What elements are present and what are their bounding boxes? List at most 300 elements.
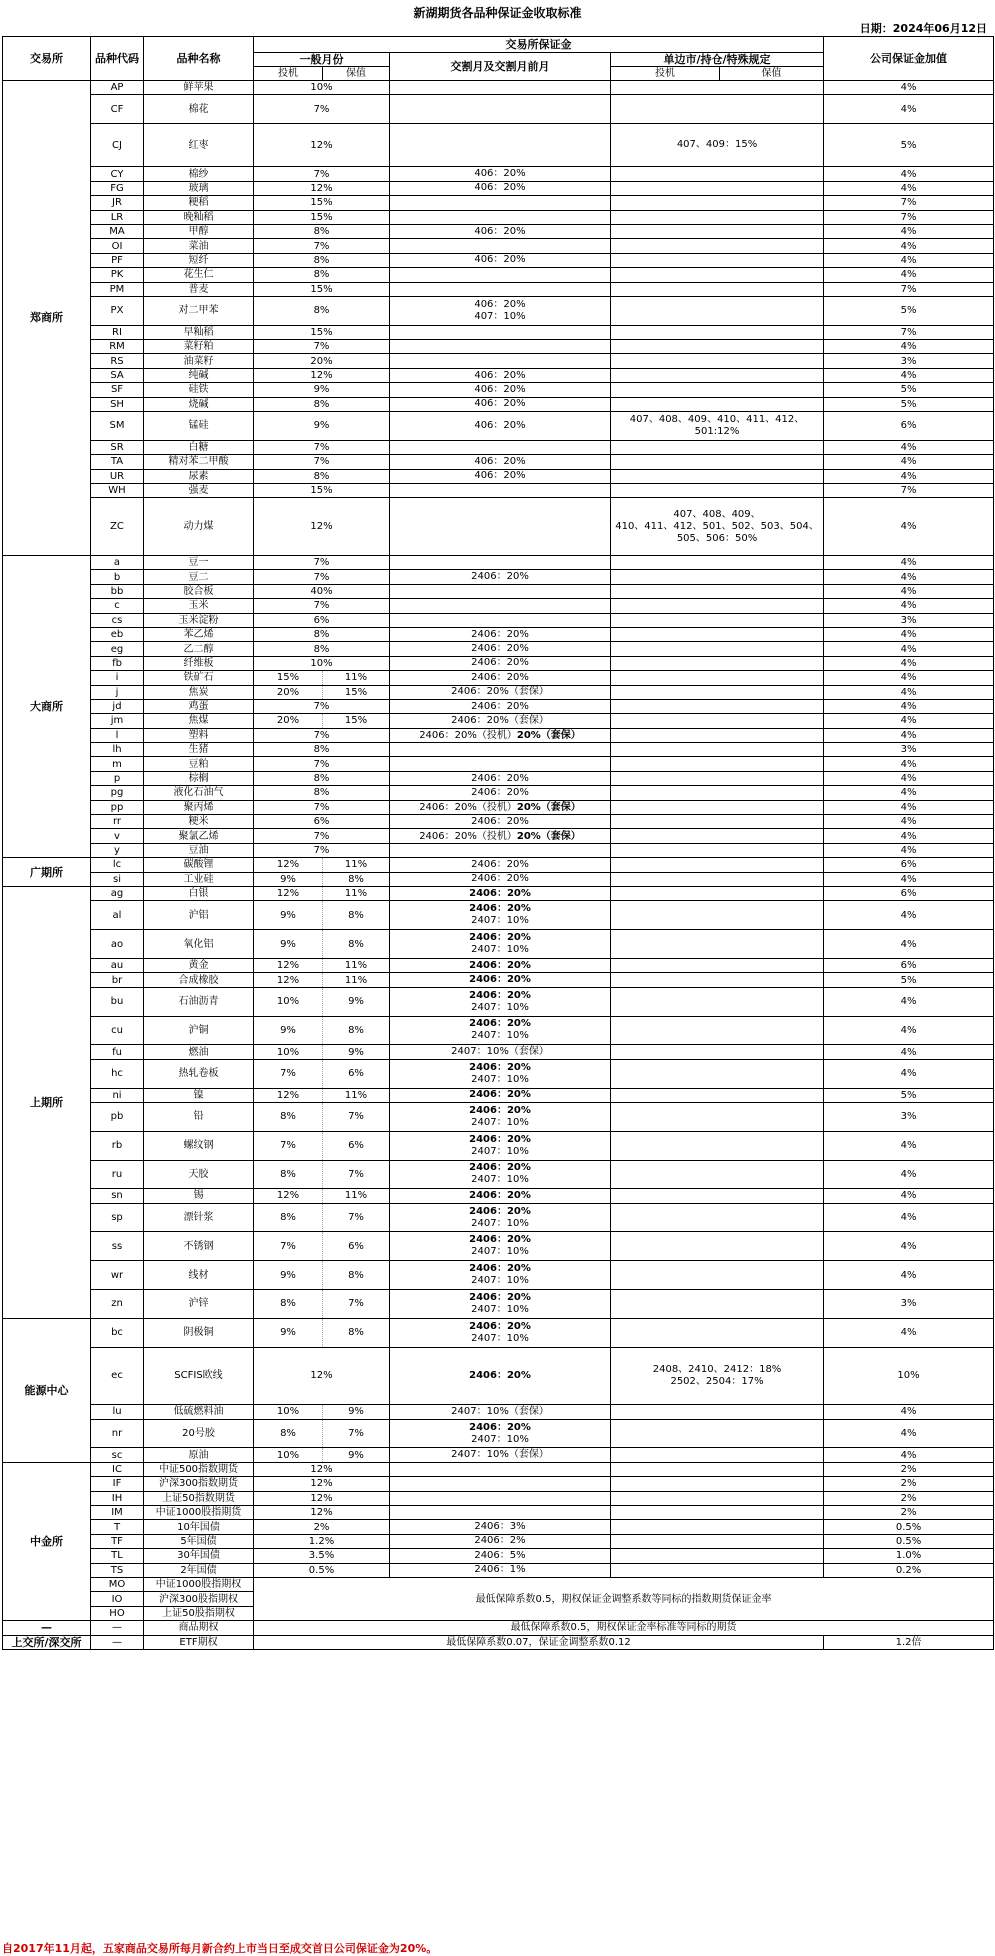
product-code: bu [91,987,144,1016]
product-name: 鸡蛋 [144,699,254,713]
general-margin: 6% [254,815,390,829]
general-spec: 7% [254,1131,323,1160]
product-code: ru [91,1160,144,1189]
delivery-margin [390,1102,611,1131]
general-hedge: 9% [323,987,390,1016]
product-name: 不锈钢 [144,1232,254,1261]
product-code: MO [91,1577,144,1591]
delivery-margin-line: 2406：20% [469,959,531,971]
delivery-margin [390,1419,611,1448]
unilateral-rule [611,570,824,584]
unilateral-rule [611,354,824,368]
unilateral-rule [611,656,824,670]
general-spec: 12% [254,858,323,872]
product-code: jd [91,699,144,713]
delivery-margin-line: 2407：10% [471,1073,529,1085]
delivery-margin [390,743,611,757]
unilateral-rule-line: 505、506：50% [676,532,758,544]
company-add: 4% [824,1261,994,1290]
company-add: 4% [824,1448,994,1462]
unilateral-rule [611,1232,824,1261]
exchange-name: 上交所/深交所 [3,1635,91,1649]
product-name: 沪深300指数期货 [144,1477,254,1491]
delivery-margin-line: 2407：10% [471,1275,529,1287]
product-code: j [91,685,144,699]
header-code: 品种代码 [91,37,144,81]
delivery-spec-text: 2406：20%（投机） [419,801,517,813]
delivery-margin [390,340,611,354]
general-hedge: 11% [323,886,390,900]
general-margin: 15% [254,325,390,339]
table-row [3,412,994,441]
general-margin: 12% [254,1506,390,1520]
company-add: 4% [824,599,994,613]
table-row [3,1016,994,1045]
table-row [3,440,994,454]
delivery-margin-line: 2406：20% [469,989,531,1001]
product-code: PM [91,282,144,296]
company-add: 4% [824,714,994,728]
product-name: 20号胶 [144,1419,254,1448]
table-row [3,1261,994,1290]
table-row [3,642,994,656]
general-margin: 8% [254,743,390,757]
general-margin: 12% [254,368,390,382]
unilateral-rule [611,886,824,900]
company-add: 4% [824,1203,994,1232]
company-add: 5% [824,296,994,325]
unilateral-rule [611,627,824,641]
delivery-margin-line: 2406：20% [469,887,531,899]
general-margin: 12% [254,1491,390,1505]
unilateral-rule [611,872,824,886]
delivery-margin-line: 2407：10%（套保） [451,1046,549,1058]
table-row [3,1232,994,1261]
product-code: zn [91,1290,144,1319]
delivery-margin-line: 2406：20% [469,1263,531,1275]
general-spec: 10% [254,1448,323,1462]
product-name: 花生仁 [144,268,254,282]
product-name: 硅铁 [144,383,254,397]
product-code: SH [91,397,144,411]
delivery-margin [390,325,611,339]
unilateral-rule [611,699,824,713]
general-spec: 7% [254,1059,323,1088]
unilateral-rule [611,743,824,757]
product-code: bb [91,584,144,598]
product-name: 铁矿石 [144,671,254,685]
product-name: 塑料 [144,728,254,742]
product-code: nr [91,1419,144,1448]
product-code: wr [91,1261,144,1290]
delivery-margin-line: 2407：10% [471,915,529,927]
table-row [3,829,994,843]
product-code: sc [91,1448,144,1462]
table-row [3,671,994,685]
delivery-margin [390,1203,611,1232]
product-name: 苯乙烯 [144,627,254,641]
unilateral-rule [611,728,824,742]
unilateral-rule [611,671,824,685]
delivery-margin [390,167,611,181]
delivery-margin [390,642,611,656]
product-code: ss [91,1232,144,1261]
table-row [3,1059,994,1088]
general-margin: 9% [254,412,390,441]
company-add: 4% [824,95,994,124]
company-add: 4% [824,81,994,95]
delivery-margin [390,656,611,670]
delivery-margin [390,829,611,843]
delivery-margin [390,455,611,469]
delivery-margin-line: 2406：20% [471,643,529,655]
unilateral-rule [611,829,824,843]
table-row [3,383,994,397]
unilateral-rule [611,1477,824,1491]
general-margin: 8% [254,268,390,282]
delivery-margin-line: 2407：10%（套保） [451,1405,549,1417]
product-code: bc [91,1318,144,1347]
company-add: 6% [824,412,994,441]
general-margin: 8% [254,627,390,641]
table-row [3,1577,994,1591]
product-code: OI [91,239,144,253]
table-row [3,296,994,325]
product-code: TS [91,1563,144,1577]
table-row [3,930,994,959]
product-name: 液化石油气 [144,786,254,800]
delivery-margin-line: 2406：20% [469,1018,531,1030]
product-code: JR [91,196,144,210]
product-name: 中证500指数期货 [144,1462,254,1476]
exchange-name: 上期所 [3,886,91,1318]
delivery-margin-line: 406：20% [474,254,526,266]
general-margin: 7% [254,699,390,713]
delivery-margin-line: 2407：10% [471,1332,529,1344]
delivery-margin-line: 2406：20% [469,1189,531,1201]
general-margin: 12% [254,1477,390,1491]
delivery-margin [390,1462,611,1476]
delivery-margin-line: 406：20% [474,182,526,194]
general-hedge: 11% [323,858,390,872]
product-name: 中证1000股指期权 [144,1577,254,1591]
table-row [3,987,994,1016]
delivery-hedge-text: 20%（套保） [516,830,581,842]
product-name: 锰硅 [144,412,254,441]
product-code: T [91,1520,144,1534]
product-name: 热轧卷板 [144,1059,254,1088]
general-margin: 12% [254,498,390,556]
company-add: 5% [824,124,994,167]
delivery-margin-line: 2406：20% [471,873,529,885]
delivery-margin [390,81,611,95]
delivery-margin [390,224,611,238]
exchange-name: 郑商所 [3,81,91,556]
product-code: m [91,757,144,771]
unilateral-rule [611,239,824,253]
company-add: 4% [824,872,994,886]
product-code: sp [91,1203,144,1232]
product-name: 中证1000股指期货 [144,1506,254,1520]
general-spec: 8% [254,1290,323,1319]
company-add: 4% [824,829,994,843]
table-row [3,210,994,224]
company-add: 4% [824,239,994,253]
table-row [3,1635,994,1649]
company-add: 4% [824,1318,994,1347]
delivery-margin [390,1290,611,1319]
delivery-margin [390,239,611,253]
general-margin: 7% [254,829,390,843]
delivery-margin-line: 406：20% [474,398,526,410]
general-hedge: 8% [323,901,390,930]
delivery-margin [390,584,611,598]
product-code: rr [91,815,144,829]
product-name: 精对苯二甲酸 [144,455,254,469]
product-name: 焦煤 [144,714,254,728]
delivery-margin-line: 2407：10% [471,1116,529,1128]
product-code: lh [91,743,144,757]
delivery-margin [390,570,611,584]
table-row [3,555,994,569]
product-name: 白银 [144,886,254,900]
delivery-margin [390,1261,611,1290]
product-code: RM [91,340,144,354]
product-code: ao [91,930,144,959]
delivery-margin-line: 2406：20% [469,1234,531,1246]
product-code: jm [91,714,144,728]
general-spec: 9% [254,1318,323,1347]
product-name: 工业硅 [144,872,254,886]
product-code: WH [91,484,144,498]
company-add: 7% [824,325,994,339]
unilateral-rule [611,642,824,656]
delivery-margin [390,901,611,930]
general-margin: 3.5% [254,1549,390,1563]
delivery-margin [390,412,611,441]
general-hedge: 8% [323,1318,390,1347]
header-u-hedge: 保值 [720,67,824,81]
delivery-margin-line: 2406：20% [469,1291,531,1303]
company-add: 3% [824,354,994,368]
delivery-margin-line: 2406：20% [469,932,531,944]
company-add: 2% [824,1491,994,1505]
delivery-margin-line: 2406：20% [471,700,529,712]
general-spec: 15% [254,671,323,685]
table-row [3,1448,994,1462]
company-add: 1.0% [824,1549,994,1563]
delivery-margin [390,1506,611,1520]
delivery-margin [390,1477,611,1491]
delivery-margin [390,1232,611,1261]
delivery-margin-line: 2406：20% [469,1369,531,1381]
product-name: 2年国债 [144,1563,254,1577]
unilateral-rule-line: 407、408、409、 [673,508,761,520]
header-u-spec: 投机 [611,67,720,81]
table-row [3,1477,994,1491]
company-add: 3% [824,1290,994,1319]
delivery-margin [390,1088,611,1102]
product-name: 上证50股指期权 [144,1606,254,1620]
unilateral-rule [611,498,824,556]
delivery-margin [390,124,611,167]
product-name: 豆一 [144,555,254,569]
header-exchange: 交易所 [3,37,91,81]
table-row [3,858,994,872]
unilateral-rule [611,296,824,325]
delivery-margin [390,484,611,498]
product-name: 晚籼稻 [144,210,254,224]
general-hedge: 7% [323,1160,390,1189]
product-code: MA [91,224,144,238]
table-row [3,786,994,800]
product-name: 玻璃 [144,181,254,195]
company-add: 4% [824,800,994,814]
product-name: 棉纱 [144,167,254,181]
general-spec: 12% [254,1189,323,1203]
table-row [3,584,994,598]
unilateral-rule [611,1549,824,1563]
product-code: pb [91,1102,144,1131]
company-add: 4% [824,268,994,282]
delivery-margin-line: 2406：5% [474,1549,526,1561]
table-row [3,1131,994,1160]
table-row [3,268,994,282]
product-name: 沪锌 [144,1290,254,1319]
unilateral-rule [611,1088,824,1102]
unilateral-rule [611,714,824,728]
table-row [3,167,994,181]
delivery-margin [390,1318,611,1347]
delivery-margin-line: 2406：20% [469,1320,531,1332]
product-code: c [91,599,144,613]
delivery-margin [390,728,611,742]
product-code: lu [91,1405,144,1419]
product-code: ZC [91,498,144,556]
company-add: 4% [824,671,994,685]
delivery-margin [390,771,611,785]
company-add: 2% [824,1506,994,1520]
delivery-margin [390,958,611,972]
delivery-margin [390,858,611,872]
unilateral-rule-line: 410、411、412、501、502、503、504、 [615,520,819,532]
delivery-margin-line: 406：20% [474,369,526,381]
table-row [3,1621,994,1635]
delivery-margin [390,95,611,124]
product-code: ec [91,1347,144,1405]
unilateral-rule [611,757,824,771]
product-code: br [91,973,144,987]
company-add: 4% [824,1045,994,1059]
delivery-margin-line: 2407：10% [471,1001,529,1013]
table-row [3,886,994,900]
product-name: 30年国债 [144,1549,254,1563]
general-margin: 7% [254,167,390,181]
general-margin: 15% [254,282,390,296]
table-row [3,728,994,742]
unilateral-rule [611,181,824,195]
product-code: TA [91,455,144,469]
general-spec: 10% [254,1405,323,1419]
delivery-margin [390,253,611,267]
general-margin: 8% [254,771,390,785]
company-add: 4% [824,253,994,267]
delivery-margin-line: 2406：1% [474,1564,526,1576]
header-unilateral: 单边市/持仓/特殊规定 [611,53,824,67]
delivery-margin [390,800,611,814]
table-row [3,253,994,267]
product-code: cu [91,1016,144,1045]
general-margin: 15% [254,484,390,498]
header-hedge: 保值 [323,67,390,81]
product-code: FG [91,181,144,195]
table-row [3,1045,994,1059]
unilateral-rule [611,1290,824,1319]
general-hedge: 6% [323,1059,390,1088]
general-margin: 0.5% [254,1563,390,1577]
general-margin: 7% [254,728,390,742]
product-name: 黄金 [144,958,254,972]
product-code: HO [91,1606,144,1620]
general-margin: 12% [254,181,390,195]
table-row [3,699,994,713]
general-spec: 8% [254,1160,323,1189]
general-spec: 9% [254,1016,323,1045]
commodity-options-note: 最低保障系数0.5，期权保证金率标准等同标的期货 [254,1621,994,1635]
general-spec: 9% [254,1261,323,1290]
delivery-margin-line: 2407：10% [471,1030,529,1042]
unilateral-rule [611,1419,824,1448]
delivery-margin-line: 406：20% [474,168,526,180]
exchange-name: 能源中心 [3,1318,91,1462]
table-row [3,239,994,253]
product-name: 菜油 [144,239,254,253]
product-name: 铅 [144,1102,254,1131]
company-add: 4% [824,584,994,598]
general-spec: 12% [254,886,323,900]
table-row [3,1563,994,1577]
company-add: 4% [824,656,994,670]
general-hedge: 9% [323,1405,390,1419]
general-hedge: 8% [323,930,390,959]
unilateral-rule [611,253,824,267]
product-name: 燃油 [144,1045,254,1059]
margin-table [2,36,994,1650]
product-name: 纤维板 [144,656,254,670]
unilateral-rule [611,1462,824,1476]
unilateral-rule [611,958,824,972]
general-spec: 20% [254,685,323,699]
delivery-margin-line: 2407：10%（套保） [451,1449,549,1461]
general-spec: 12% [254,958,323,972]
product-name: 豆二 [144,570,254,584]
table-row [3,570,994,584]
product-code: SA [91,368,144,382]
company-add: 4% [824,901,994,930]
unilateral-rule [611,196,824,210]
unilateral-rule [611,340,824,354]
table-row [3,484,994,498]
unilateral-rule-line: 2502、2504：17% [670,1375,764,1387]
delivery-margin-line: 406：20% [474,383,526,395]
delivery-margin-line: 2406：20% [471,815,529,827]
product-name: 菜籽粕 [144,340,254,354]
product-name: 天胶 [144,1160,254,1189]
delivery-margin [390,1549,611,1563]
product-code: SM [91,412,144,441]
company-add: 4% [824,570,994,584]
table-row [3,714,994,728]
